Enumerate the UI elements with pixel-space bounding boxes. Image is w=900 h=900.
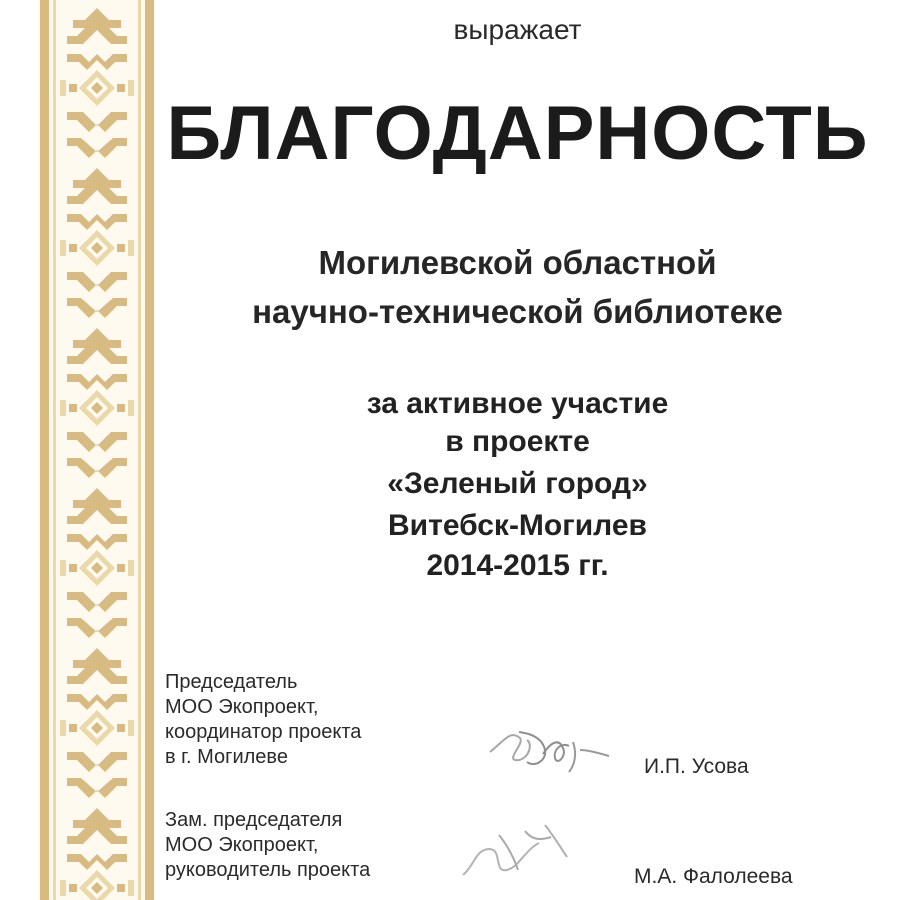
project-name: «Зеленый город» bbox=[387, 467, 648, 500]
signatory-position-line: МОО Экопроект, bbox=[165, 834, 319, 856]
signatory-position-line: МОО Экопроект, bbox=[165, 696, 319, 718]
signatory-position-line: координатор проекта bbox=[165, 721, 362, 743]
signatory-2-position bbox=[165, 808, 370, 883]
certificate-title: БЛАГОДАРНОСТЬ bbox=[166, 91, 869, 176]
recipient-line-2: научно-технической библиотеке bbox=[252, 293, 783, 330]
signatory-1-name: И.П. Усова bbox=[644, 755, 749, 778]
reason-line: за активное участие bbox=[366, 387, 669, 420]
signatory-position-line: Председатель bbox=[165, 671, 298, 693]
signatory-position-line: в г. Могилеве bbox=[165, 746, 288, 768]
signature-usova-icon bbox=[485, 720, 620, 785]
signature-faloleeva-icon bbox=[455, 815, 575, 895]
signatory-position-line: Зам. председателя bbox=[165, 809, 343, 831]
signatory-1-position bbox=[165, 670, 361, 770]
reason-line: в проекте bbox=[445, 425, 590, 458]
signatory-2-name: М.А. Фалолеева bbox=[634, 865, 793, 888]
recipient-line-1: Могилевской областной bbox=[318, 244, 717, 281]
project-cities: Витебск-Могилев bbox=[388, 509, 647, 542]
intro-text: выражает bbox=[453, 14, 582, 45]
signatory-position-line: руководитель проекта bbox=[165, 859, 371, 881]
project-years: 2014-2015 гг. bbox=[426, 549, 609, 582]
